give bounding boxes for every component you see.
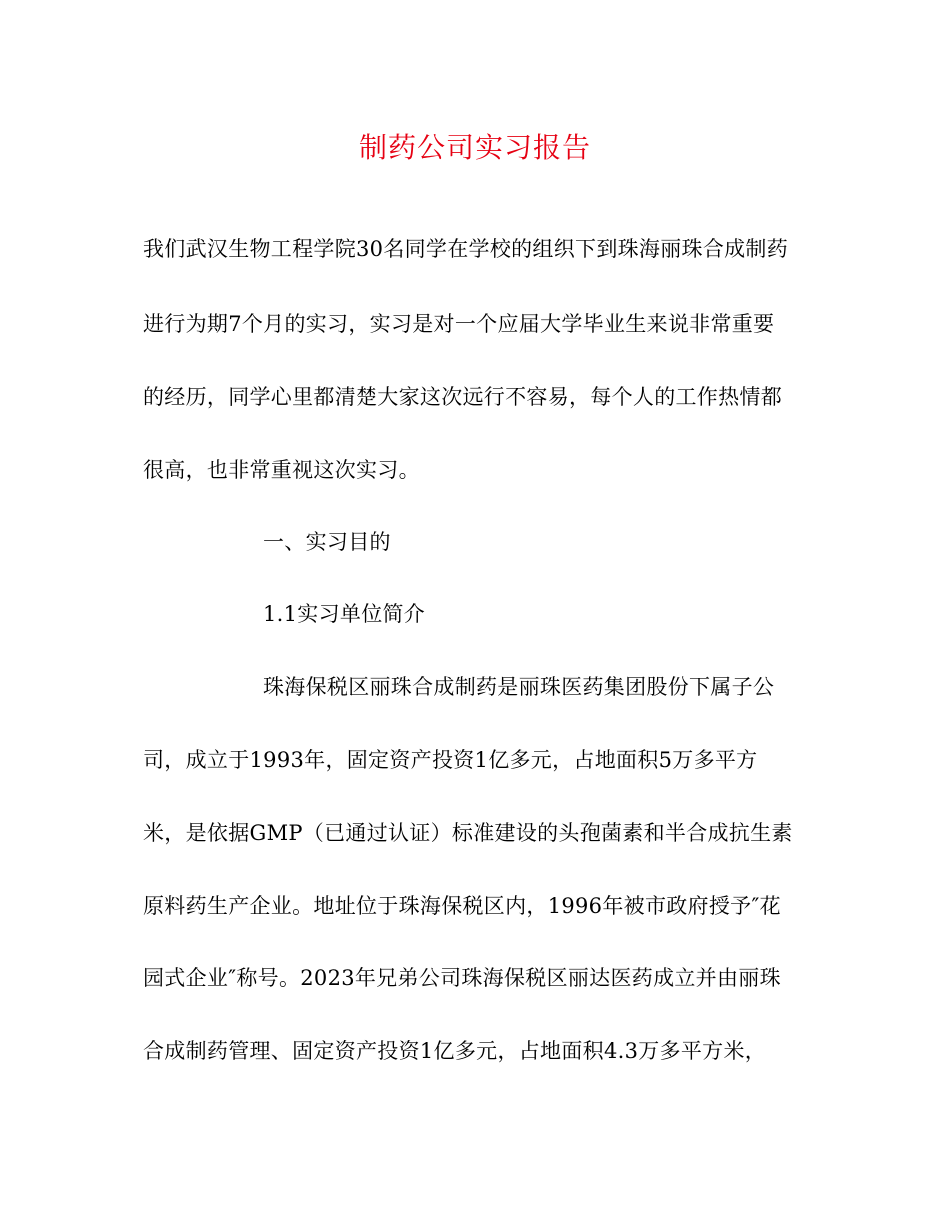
paragraph-line: 合成制药管理、固定资产投资1亿多元，占地面积4.3万多平方米， — [143, 1039, 767, 1063]
paragraph-line: 很高，也非常重视这次实习。 — [143, 458, 420, 482]
paragraph-line: 司，成立于1993年，固定资产投资1亿多元，占地面积5万多平方 — [143, 748, 758, 772]
subsection-heading: 1.1实习单位简介 — [263, 602, 426, 626]
paragraph-line: 的经历，同学心里都清楚大家这次远行不容易，每个人的工作热情都 — [143, 385, 782, 409]
paragraph-line: 原料药生产企业。地址位于珠海保税区内，1996年被市政府授予″花 — [143, 894, 781, 918]
paragraph-line: 园式企业″称号。2023年兄弟公司珠海保税区丽达医药成立并由丽珠 — [143, 966, 781, 990]
paragraph-line: 进行为期7个月的实习，实习是对一个应届大学毕业生来说非常重要 — [143, 312, 775, 336]
section-heading: 一、实习目的 — [263, 530, 391, 554]
paragraph-line: 我们武汉生物工程学院30名同学在学校的组织下到珠海丽珠合成制药 — [143, 237, 789, 261]
paragraph-line: 珠海保税区丽珠合成制药是丽珠医药集团股份下属子公 — [263, 675, 775, 699]
paragraph-line: 米，是依据GMP（已通过认证）标准建设的头孢菌素和半合成抗生素 — [143, 821, 793, 845]
document-title: 制药公司实习报告 — [358, 131, 591, 164]
